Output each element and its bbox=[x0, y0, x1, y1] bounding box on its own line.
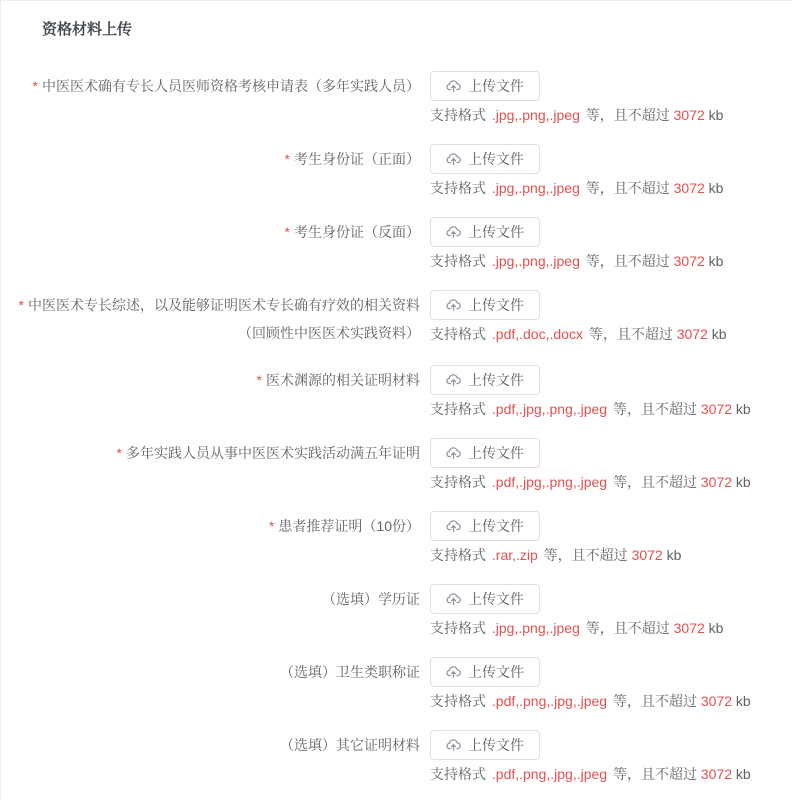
max-size-value: 3072 bbox=[700, 766, 733, 782]
hint-middle: 等，且不超过 bbox=[609, 474, 701, 490]
upload-cloud-icon bbox=[446, 519, 461, 534]
hint-middle: 等，且不超过 bbox=[609, 693, 701, 709]
field-label-text: 考生身份证（正面） bbox=[294, 151, 420, 167]
format-hint bbox=[430, 252, 792, 271]
field-control bbox=[430, 290, 792, 344]
allowed-formats: .pdf,.jpg,.png,.jpeg bbox=[491, 401, 608, 417]
hint-prefix: 支持格式 bbox=[430, 693, 490, 709]
required-asterisk: * bbox=[284, 151, 290, 167]
upload-file-button[interactable] bbox=[430, 290, 540, 320]
allowed-formats: .jpg,.png,.jpeg bbox=[491, 180, 580, 196]
max-size-value: 3072 bbox=[700, 401, 733, 417]
allowed-formats: .pdf,.doc,.docx bbox=[491, 326, 583, 342]
field-control bbox=[430, 144, 792, 198]
upload-button-label: 上传文件 bbox=[468, 151, 524, 167]
allowed-formats: .jpg,.png,.jpeg bbox=[491, 620, 580, 636]
upload-row bbox=[0, 71, 792, 125]
allowed-formats: .pdf,.png,.jpg,.jpeg bbox=[491, 693, 608, 709]
field-label bbox=[0, 657, 430, 687]
hint-prefix: 支持格式 bbox=[430, 326, 490, 342]
format-hint bbox=[430, 179, 792, 198]
upload-cloud-icon bbox=[446, 298, 461, 313]
upload-row bbox=[0, 657, 792, 711]
format-hint bbox=[430, 473, 792, 492]
hint-suffix: kb bbox=[732, 401, 751, 417]
format-hint bbox=[430, 692, 792, 711]
hint-middle: 等，且不超过 bbox=[581, 620, 674, 636]
upload-row bbox=[0, 511, 792, 565]
upload-row bbox=[0, 438, 792, 492]
hint-prefix: 支持格式 bbox=[430, 253, 490, 269]
page-title: 资格材料上传 bbox=[42, 21, 133, 38]
upload-cloud-icon bbox=[446, 446, 461, 461]
hint-prefix: 支持格式 bbox=[430, 620, 490, 636]
upload-button-label: 上传文件 bbox=[468, 591, 524, 607]
field-label-text: （选填）卫生类职称证 bbox=[280, 664, 420, 680]
upload-row bbox=[0, 144, 792, 198]
required-asterisk: * bbox=[256, 372, 262, 388]
field-label-text: 患者推荐证明（10份） bbox=[278, 518, 420, 534]
field-label-text: 中医医术专长综述，以及能够证明医术专长确有疗效的相关资料 bbox=[28, 297, 420, 313]
hint-middle: 等，且不超过 bbox=[609, 401, 701, 417]
upload-button-label: 上传文件 bbox=[468, 737, 524, 753]
allowed-formats: .pdf,.png,.jpg,.jpeg bbox=[491, 766, 608, 782]
max-size-value: 3072 bbox=[676, 326, 708, 342]
hint-prefix: 支持格式 bbox=[430, 474, 490, 490]
field-label-text: （选填）其它证明材料 bbox=[280, 737, 420, 753]
upload-button-label: 上传文件 bbox=[468, 297, 524, 313]
upload-file-button[interactable] bbox=[430, 144, 540, 174]
hint-suffix: kb bbox=[732, 693, 751, 709]
hint-prefix: 支持格式 bbox=[430, 547, 490, 563]
field-label bbox=[0, 438, 430, 468]
upload-row bbox=[0, 217, 792, 271]
hint-prefix: 支持格式 bbox=[430, 180, 490, 196]
field-label bbox=[0, 144, 430, 174]
hint-middle: 等，且不超过 bbox=[581, 253, 674, 269]
max-size-value: 3072 bbox=[700, 693, 733, 709]
field-label bbox=[0, 730, 430, 760]
hint-suffix: kb bbox=[704, 180, 724, 196]
hint-suffix: kb bbox=[704, 107, 724, 123]
format-hint bbox=[430, 325, 792, 344]
format-hint bbox=[430, 765, 792, 784]
hint-suffix: kb bbox=[732, 474, 751, 490]
max-size-value: 3072 bbox=[631, 547, 663, 563]
hint-middle: 等，且不超过 bbox=[584, 326, 677, 342]
upload-row bbox=[0, 365, 792, 419]
upload-file-button[interactable] bbox=[430, 657, 540, 687]
format-hint bbox=[430, 546, 792, 565]
field-label bbox=[0, 584, 430, 614]
upload-cloud-icon bbox=[446, 738, 461, 753]
hint-suffix: kb bbox=[732, 766, 751, 782]
field-control bbox=[430, 584, 792, 638]
upload-button-label: 上传文件 bbox=[468, 518, 524, 534]
max-size-value: 3072 bbox=[673, 107, 705, 123]
upload-rows bbox=[0, 71, 792, 784]
field-label bbox=[0, 217, 430, 247]
field-label bbox=[0, 511, 430, 541]
upload-row bbox=[0, 730, 792, 784]
max-size-value: 3072 bbox=[673, 620, 705, 636]
upload-file-button[interactable] bbox=[430, 730, 540, 760]
field-label bbox=[0, 71, 430, 101]
hint-prefix: 支持格式 bbox=[430, 401, 490, 417]
required-asterisk: * bbox=[116, 445, 122, 461]
upload-cloud-icon bbox=[446, 152, 461, 167]
upload-row bbox=[0, 290, 792, 346]
upload-cloud-icon bbox=[446, 373, 461, 388]
field-label-text: 医术渊源的相关证明材料 bbox=[266, 372, 420, 388]
field-label-text: 考生身份证（反面） bbox=[294, 224, 420, 240]
upload-file-button[interactable] bbox=[430, 71, 540, 101]
hint-middle: 等，且不超过 bbox=[539, 547, 632, 563]
required-asterisk: * bbox=[32, 78, 38, 94]
hint-suffix: kb bbox=[707, 326, 727, 342]
upload-file-button[interactable] bbox=[430, 511, 540, 541]
hint-middle: 等，且不超过 bbox=[581, 107, 674, 123]
hint-suffix: kb bbox=[704, 620, 724, 636]
hint-middle: 等，且不超过 bbox=[609, 766, 701, 782]
upload-file-button[interactable] bbox=[430, 365, 540, 395]
upload-button-label: 上传文件 bbox=[468, 445, 524, 461]
hint-prefix: 支持格式 bbox=[430, 766, 490, 782]
upload-file-button[interactable] bbox=[430, 438, 540, 468]
field-label bbox=[0, 365, 430, 395]
field-label-text: （选填）学历证 bbox=[322, 591, 420, 607]
upload-button-label: 上传文件 bbox=[468, 664, 524, 680]
required-asterisk: * bbox=[18, 297, 24, 313]
allowed-formats: .jpg,.png,.jpeg bbox=[491, 253, 580, 269]
field-label-text: 多年实践人员从事中医医术实践活动满五年证明 bbox=[126, 445, 420, 461]
field-label-text: 中医医术确有专长人员医师资格考核申请表（多年实践人员） bbox=[42, 78, 420, 94]
upload-button-label: 上传文件 bbox=[468, 372, 524, 388]
allowed-formats: .rar,.zip bbox=[491, 547, 538, 563]
format-hint bbox=[430, 400, 792, 419]
upload-file-button[interactable] bbox=[430, 584, 540, 614]
required-asterisk: * bbox=[284, 224, 290, 240]
upload-cloud-icon bbox=[446, 79, 461, 94]
field-control bbox=[430, 511, 792, 565]
field-control bbox=[430, 730, 792, 784]
field-control bbox=[430, 657, 792, 711]
allowed-formats: .pdf,.jpg,.png,.jpeg bbox=[491, 474, 608, 490]
upload-cloud-icon bbox=[446, 225, 461, 240]
max-size-value: 3072 bbox=[673, 180, 705, 196]
field-control bbox=[430, 71, 792, 125]
hint-suffix: kb bbox=[662, 547, 682, 563]
upload-button-label: 上传文件 bbox=[468, 224, 524, 240]
hint-middle: 等，且不超过 bbox=[581, 180, 674, 196]
max-size-value: 3072 bbox=[700, 474, 733, 490]
upload-row bbox=[0, 584, 792, 638]
upload-button-label: 上传文件 bbox=[468, 78, 524, 94]
field-control bbox=[430, 365, 792, 419]
format-hint bbox=[430, 619, 792, 638]
format-hint bbox=[430, 106, 792, 125]
field-control bbox=[430, 217, 792, 271]
max-size-value: 3072 bbox=[673, 253, 705, 269]
upload-cloud-icon bbox=[446, 592, 461, 607]
allowed-formats: .jpg,.png,.jpeg bbox=[491, 107, 580, 123]
upload-file-button[interactable] bbox=[430, 217, 540, 247]
hint-prefix: 支持格式 bbox=[430, 107, 490, 123]
field-label-line2: （回顾性中医医术实践资料） bbox=[238, 325, 420, 341]
field-control bbox=[430, 438, 792, 492]
field-label bbox=[0, 290, 430, 346]
hint-suffix: kb bbox=[704, 253, 724, 269]
required-asterisk: * bbox=[268, 518, 275, 534]
upload-cloud-icon bbox=[446, 665, 461, 680]
